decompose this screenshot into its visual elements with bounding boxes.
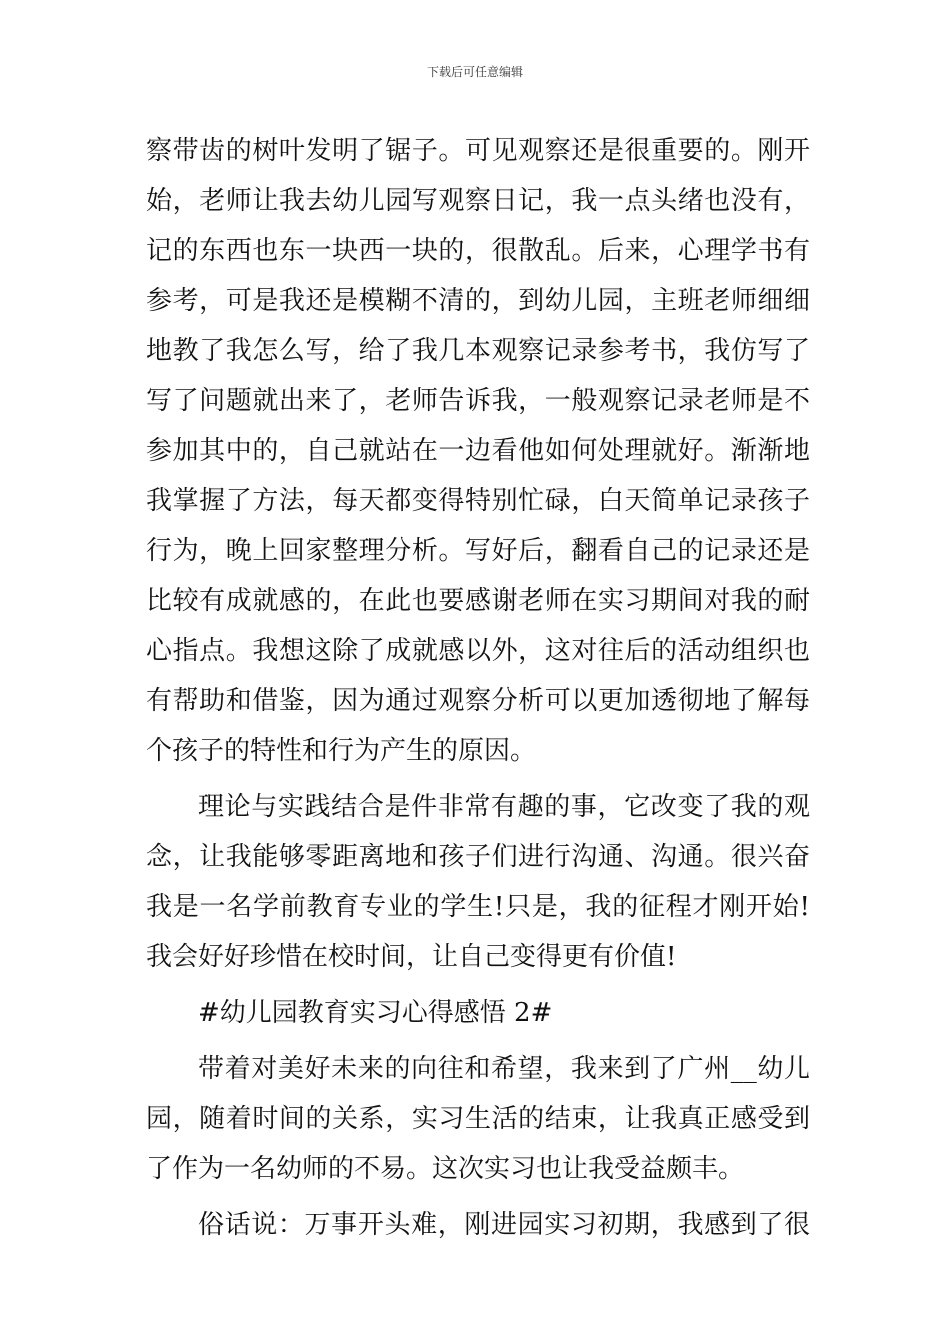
text-line: 记的东西也东一块西一块的，很散乱。后来，心理学书有 bbox=[146, 236, 810, 266]
heading-text: #幼儿园教育实习心得感悟 2# bbox=[198, 998, 553, 1028]
text-line: 俗话说：万事开头难，刚进园实习初期，我感到了很 bbox=[198, 1210, 810, 1240]
text-line: 察带齿的树叶发明了锯子。可见观察还是很重要的。刚开 bbox=[146, 136, 810, 166]
paragraph bbox=[146, 1044, 810, 1194]
paragraph bbox=[146, 782, 810, 982]
text-line: 参考，可是我还是模糊不清的，到幼儿园，主班老师细细 bbox=[146, 286, 810, 316]
text-line: 比较有成就感的，在此也要感谢老师在实习期间对我的耐 bbox=[146, 586, 810, 616]
paragraph bbox=[146, 126, 810, 776]
text-line: 写了问题就出来了，老师告诉我，一般观察记录老师是不 bbox=[146, 386, 810, 416]
paragraph bbox=[146, 1200, 810, 1250]
text-line: 心指点。我想这除了成就感以外，这对往后的活动组织也 bbox=[146, 636, 810, 666]
text-line: 我是一名学前教育专业的学生!只是，我的征程才刚开始! bbox=[146, 892, 810, 922]
text-line: 我会好好珍惜在校时间，让自己变得更有价值! bbox=[146, 942, 677, 972]
text-line: 地教了我怎么写，给了我几本观察记录参考书，我仿写了 bbox=[146, 336, 810, 366]
text-line: 念，让我能够零距离地和孩子们进行沟通、沟通。很兴奋 bbox=[146, 842, 810, 872]
text-line: 园，随着时间的关系，实习生活的结束，让我真正感受到 bbox=[146, 1104, 810, 1134]
page-header: 下载后可任意编辑 bbox=[426, 65, 523, 79]
text-line: 参加其中的，自己就站在一边看他如何处理就好。渐渐地 bbox=[146, 436, 810, 466]
text-line: 了作为一名幼师的不易。这次实习也让我受益颇丰。 bbox=[146, 1154, 745, 1184]
text-line: 始，老师让我去幼儿园写观察日记，我一点头绪也没有， bbox=[146, 186, 810, 216]
text-line: 带着对美好未来的向往和希望，我来到了广州__幼儿 bbox=[198, 1054, 810, 1084]
text-line: 理论与实践结合是件非常有趣的事，它改变了我的观 bbox=[198, 792, 810, 822]
text-line: 个孩子的特性和行为产生的原因。 bbox=[146, 736, 537, 766]
document-body bbox=[146, 126, 810, 1250]
section-heading bbox=[146, 988, 810, 1038]
text-line: 有帮助和借鉴，因为通过观察分析可以更加透彻地了解每 bbox=[146, 686, 810, 716]
text-line: 我掌握了方法，每天都变得特别忙碌，白天简单记录孩子 bbox=[146, 486, 810, 516]
text-line: 行为，晚上回家整理分析。写好后，翻看自己的记录还是 bbox=[146, 536, 810, 566]
